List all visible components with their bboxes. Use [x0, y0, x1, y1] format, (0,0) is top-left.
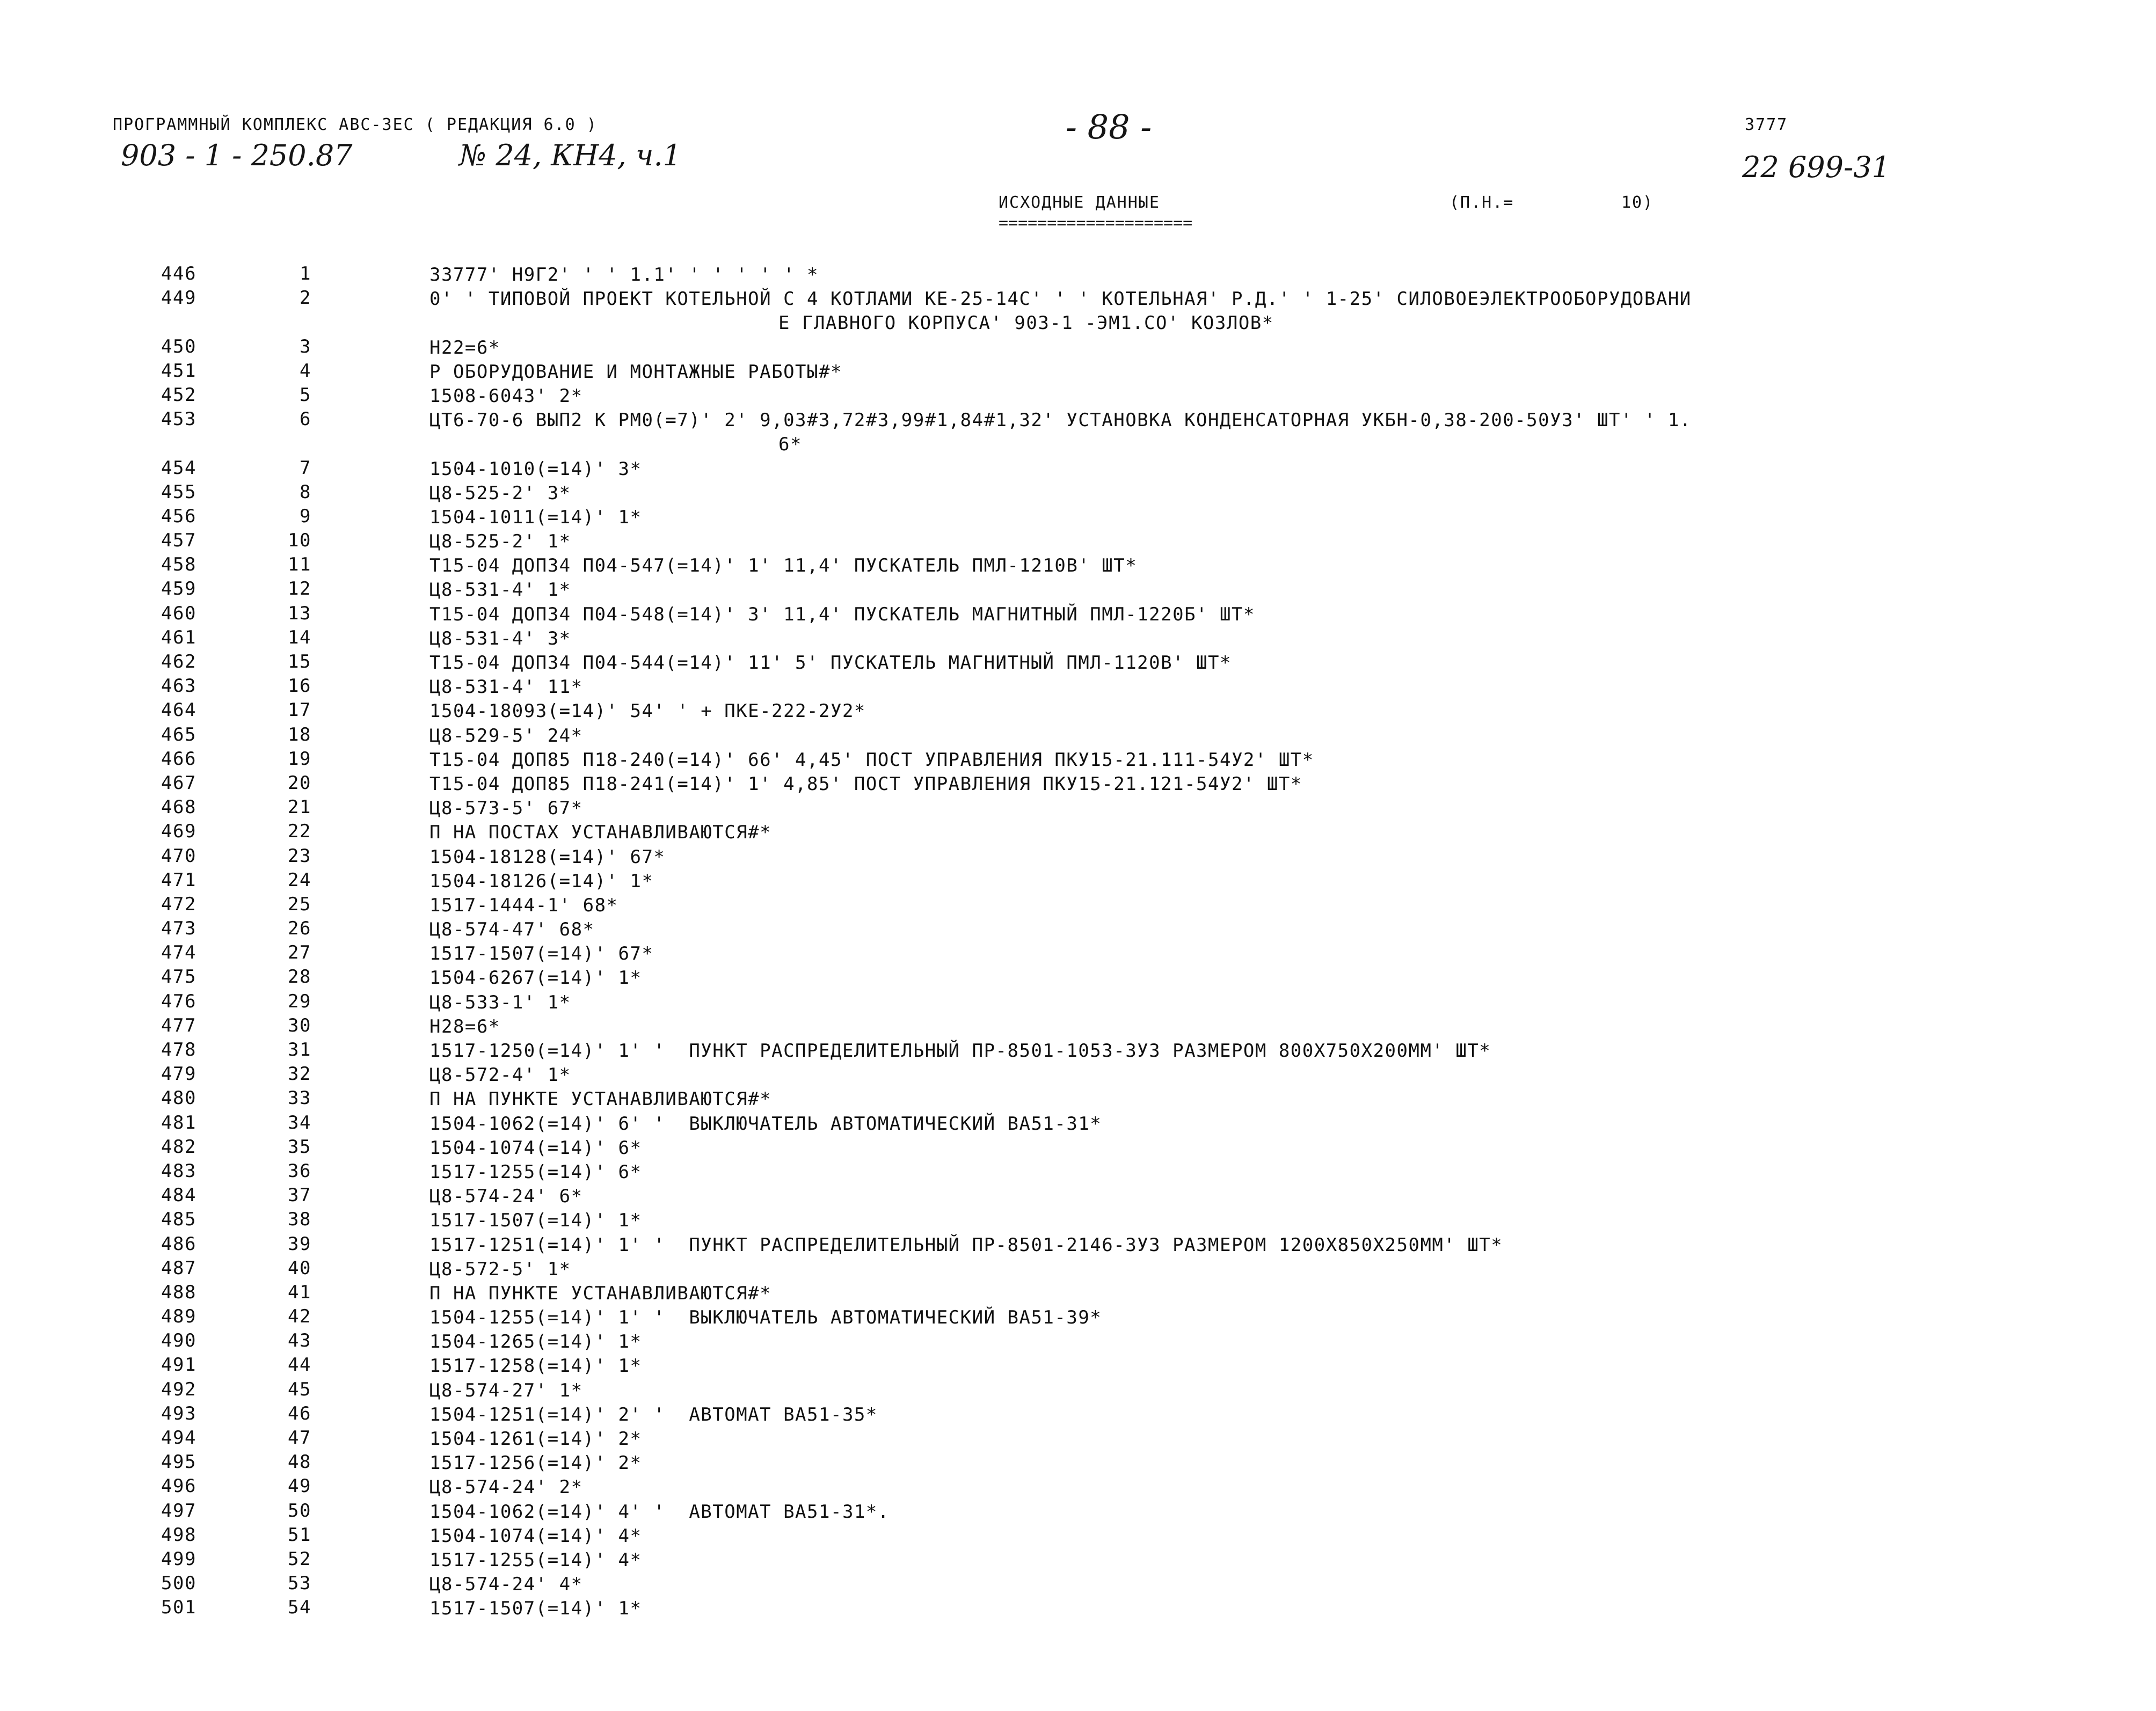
listing-row: [0, 869, 2156, 894]
record-text: [429, 1087, 771, 1112]
record-text: [429, 699, 866, 723]
sequence-number: 496: [161, 1475, 196, 1497]
sequence-number: 497: [161, 1500, 196, 1522]
sequence-number: 494: [161, 1427, 196, 1449]
record-text: [429, 1160, 642, 1184]
section-title: ИСХОДНЫЕ ДАННЫЕ: [999, 193, 1160, 212]
listing-row: [0, 918, 2156, 942]
sequence-number: 487: [161, 1257, 196, 1279]
sequence-number: 491: [161, 1354, 196, 1376]
sequence-number: 473: [161, 918, 196, 940]
line-number: 51: [288, 1524, 311, 1546]
sequence-number: 477: [161, 1014, 196, 1036]
record-text-main: Ц8-531-4' 11*: [429, 676, 583, 698]
line-number: 54: [288, 1597, 311, 1619]
record-text-main: 1504-18126(=14)' 1*: [429, 870, 654, 892]
record-text: [429, 1184, 583, 1209]
record-text-main: 0' ' ТИПОВОЙ ПРОЕКТ КОТЕЛЬНОЙ С 4 КОТЛАМИ КЕ-25-14С' ' ' КОТЕЛЬНАЯ' Р.Д.' ' 1-25' СИЛОВОЕЭЛЕКТРООБОРУДОВАНИ: [429, 288, 1692, 310]
listing-row: [0, 772, 2156, 796]
record-text: [429, 1403, 878, 1427]
sequence-number: 490: [161, 1330, 196, 1352]
listing-row: [0, 530, 2156, 554]
listing-row: [0, 578, 2156, 602]
listing-row: [0, 748, 2156, 772]
listing-row: [0, 1136, 2156, 1160]
line-number: 53: [288, 1573, 311, 1595]
record-text-main: Ц8-574-27' 1*: [429, 1379, 583, 1401]
listing-row: [0, 360, 2156, 384]
listing-row: [0, 1233, 2156, 1257]
record-text-main: Ц8-531-4' 3*: [429, 627, 571, 649]
listing-row: [0, 1330, 2156, 1354]
line-number: 11: [288, 554, 311, 576]
sequence-number: 450: [161, 335, 196, 357]
line-number: 44: [288, 1354, 311, 1376]
line-number: 12: [288, 578, 311, 600]
record-text: [429, 918, 595, 942]
record-text-main: 1504-6267(=14)' 1*: [429, 967, 642, 989]
sequence-number: 501: [161, 1597, 196, 1619]
record-text: [429, 1524, 642, 1548]
line-number: 36: [288, 1160, 311, 1182]
record-text-main: Т15-04 ДОП34 П04-547(=14)' 1' 11,4' ПУСКАТЕЛЬ ПМЛ-1210В' ШТ*: [429, 555, 1138, 577]
listing-row: [0, 457, 2156, 481]
record-text-main: 1504-1074(=14)' 6*: [429, 1137, 642, 1159]
record-text-main: 1517-1444-1' 68*: [429, 894, 618, 916]
listing-row: [0, 845, 2156, 869]
record-text-main: 1504-1062(=14)' 4' ' АВТОМАТ ВА51-31*.: [429, 1501, 890, 1523]
listing-row: [0, 603, 2156, 627]
sequence-number: 456: [161, 505, 196, 527]
sequence-number: 485: [161, 1209, 196, 1231]
record-text-main: Ц8-574-24' 2*: [429, 1476, 583, 1498]
line-number: 38: [288, 1209, 311, 1231]
line-number: 31: [288, 1039, 311, 1061]
record-text-main: Т15-04 ДОП34 П04-548(=14)' 3' 11,4' ПУСКАТЕЛЬ МАГНИТНЫЙ ПМЛ-1220Б' ШТ*: [429, 603, 1255, 625]
line-number: 18: [288, 723, 311, 745]
line-number: 8: [300, 481, 311, 503]
sequence-number: 451: [161, 360, 196, 382]
listing-row: [0, 1184, 2156, 1209]
record-text-main: 1504-1010(=14)' 3*: [429, 458, 642, 480]
record-text-main: Ц8-572-4' 1*: [429, 1064, 571, 1086]
line-number: 28: [288, 966, 311, 988]
record-text-continuation: Е ГЛАВНОГО КОРПУСА' 903-1 -ЭМ1.СО' КОЗЛОВ*: [778, 312, 1274, 334]
record-text: [429, 1597, 642, 1621]
line-number: 14: [288, 626, 311, 648]
listing-row: [0, 1209, 2156, 1233]
record-text: [429, 1233, 1503, 1257]
record-text: [429, 991, 571, 1015]
listing-row: [0, 1573, 2156, 1597]
record-text-main: 1517-1258(=14)' 1*: [429, 1355, 642, 1377]
line-number: 22: [288, 821, 311, 843]
listing-row: [0, 1015, 2156, 1039]
record-text-main: Ц8-533-1' 1*: [429, 991, 571, 1013]
sequence-number: 472: [161, 893, 196, 915]
record-text: [429, 675, 583, 699]
line-number: 2: [300, 287, 311, 309]
record-text: [429, 1573, 583, 1597]
record-text: [429, 1282, 771, 1306]
record-text: [429, 263, 819, 287]
record-text: [429, 651, 1232, 675]
listing-row: [0, 1500, 2156, 1524]
line-number: 1: [300, 263, 311, 284]
record-text: [429, 1136, 642, 1160]
line-number: 40: [288, 1257, 311, 1279]
section-underline: ====================: [999, 214, 1193, 232]
listing-row: [0, 1524, 2156, 1548]
line-number: 26: [288, 918, 311, 940]
line-number: 16: [288, 675, 311, 697]
line-number: 17: [288, 699, 311, 721]
listing-row: [0, 1282, 2156, 1306]
line-number: 5: [300, 384, 311, 406]
line-number: 50: [288, 1500, 311, 1522]
listing-row: [0, 287, 2156, 335]
listing-row: [0, 1306, 2156, 1330]
record-text-main: 1508-6043' 2*: [429, 385, 583, 407]
sequence-number: 460: [161, 602, 196, 624]
record-text: [429, 457, 642, 481]
record-text: [429, 724, 583, 748]
record-text: [429, 1451, 642, 1475]
line-number: 9: [300, 505, 311, 527]
line-number: 47: [288, 1427, 311, 1449]
record-text: [429, 772, 1302, 796]
record-text: [429, 287, 1692, 335]
line-number: 15: [288, 651, 311, 673]
line-number: 42: [288, 1306, 311, 1328]
listing-row: [0, 1451, 2156, 1475]
sequence-number: 478: [161, 1039, 196, 1061]
line-number: 39: [288, 1233, 311, 1255]
record-text: [429, 336, 500, 360]
line-number: 21: [288, 796, 311, 818]
listing-row: [0, 942, 2156, 966]
line-number: 45: [288, 1378, 311, 1400]
line-number: 46: [288, 1402, 311, 1424]
line-number: 33: [288, 1087, 311, 1109]
sequence-number: 488: [161, 1281, 196, 1303]
record-text-main: 1504-1261(=14)' 2*: [429, 1428, 642, 1450]
record-text-main: 1504-1251(=14)' 2' ' АВТОМАТ ВА51-35*: [429, 1403, 878, 1425]
record-text: [429, 1330, 642, 1354]
sequence-number: 489: [161, 1306, 196, 1328]
record-text: [429, 1257, 571, 1282]
listing-row: [0, 1257, 2156, 1282]
record-text-main: 1504-1265(=14)' 1*: [429, 1331, 642, 1353]
record-text-main: ЦТ6-70-6 ВЫП2 К РМ0(=7)' 2' 9,03#3,72#3,99#1,84#1,32' УСТАНОВКА КОНДЕНСАТОРНАЯ УКБН-0,38-200-50У3' ШТ' ' 1.: [429, 410, 1692, 432]
document-code: 903 - 1 - 250.87: [121, 138, 353, 172]
sequence-number: 498: [161, 1524, 196, 1546]
record-text-main: Ц8-531-4' 1*: [429, 579, 571, 601]
sequence-number: 446: [161, 263, 196, 284]
record-text: [429, 796, 583, 821]
listing-row: [0, 1475, 2156, 1500]
record-text: [429, 1548, 642, 1573]
record-text-main: Ц8-525-2' 3*: [429, 482, 571, 504]
listing-row: [0, 1597, 2156, 1621]
record-text-main: 1517-1507(=14)' 67*: [429, 943, 654, 965]
record-text: [429, 966, 642, 990]
record-text-main: 1504-18093(=14)' 54' ' + ПКЕ-222-2У2*: [429, 700, 866, 722]
sequence-number: 482: [161, 1136, 196, 1158]
line-number: 20: [288, 772, 311, 794]
record-text: [429, 1379, 583, 1403]
program-header: ПРОГРАММНЫЙ КОМПЛЕКС АВС-ЗЕС ( РЕДАКЦИЯ 6.0 ): [113, 115, 598, 134]
line-number: 48: [288, 1451, 311, 1473]
record-text-main: Ц8-573-5' 67*: [429, 798, 583, 820]
line-number: 23: [288, 845, 311, 867]
record-text: [429, 603, 1255, 627]
listing-row: [0, 336, 2156, 360]
line-number: 7: [300, 457, 311, 479]
listing-row: [0, 651, 2156, 675]
page-number: - 88 -: [1066, 107, 1152, 147]
record-text: [429, 578, 571, 602]
listing-row: [0, 263, 2156, 287]
listing-row: [0, 1160, 2156, 1184]
record-text-main: Р ОБОРУДОВАНИЕ И МОНТАЖНЫЕ РАБОТЫ#*: [429, 361, 842, 383]
sequence-number: 458: [161, 554, 196, 576]
listing-row: [0, 699, 2156, 723]
sequence-number: 481: [161, 1112, 196, 1134]
record-text-main: 1517-1255(=14)' 4*: [429, 1549, 642, 1571]
record-text-main: 1517-1507(=14)' 1*: [429, 1210, 642, 1232]
record-text: [429, 384, 583, 408]
sequence-number: 457: [161, 530, 196, 552]
record-text-main: Т15-04 ДОП34 П04-544(=14)' 11' 5' ПУСКАТЕЛЬ МАГНИТНЫЙ ПМЛ-1120В' ШТ*: [429, 652, 1232, 674]
sequence-number: 467: [161, 772, 196, 794]
sequence-number: 484: [161, 1184, 196, 1207]
listing-row: [0, 481, 2156, 506]
sequence-number: 483: [161, 1160, 196, 1182]
listing-row: [0, 554, 2156, 578]
record-text-main: Н28=6*: [429, 1015, 500, 1037]
sequence-number: 462: [161, 651, 196, 673]
line-number: 32: [288, 1063, 311, 1085]
sequence-number: 499: [161, 1548, 196, 1570]
sequence-number: 459: [161, 578, 196, 600]
sequence-number: 454: [161, 457, 196, 479]
listing-row: [0, 506, 2156, 530]
record-text-main: Ц8-574-24' 4*: [429, 1574, 583, 1596]
listing-row: [0, 821, 2156, 845]
record-text: [429, 821, 771, 845]
record-text: [429, 1475, 583, 1500]
line-number: 24: [288, 869, 311, 891]
album-reference: № 24, КН4, ч.1: [459, 138, 681, 172]
record-text-main: 1517-1507(=14)' 1*: [429, 1598, 642, 1620]
record-text: [429, 1354, 642, 1378]
record-text: [429, 481, 571, 506]
sequence-number: 475: [161, 966, 196, 988]
line-number: 10: [288, 530, 311, 552]
listing-row: [0, 724, 2156, 748]
line-number: 34: [288, 1112, 311, 1134]
listing-row: [0, 1039, 2156, 1063]
sequence-number: 461: [161, 626, 196, 648]
record-text: [429, 1039, 1491, 1063]
line-number: 30: [288, 1014, 311, 1036]
line-number: 19: [288, 748, 311, 770]
record-text-main: 1517-1255(=14)' 6*: [429, 1161, 642, 1183]
listing-row: [0, 408, 2156, 457]
record-text: [429, 1112, 1102, 1136]
record-text: [429, 360, 842, 384]
parameter-value: 10): [1621, 193, 1654, 212]
listing-row: [0, 627, 2156, 651]
sequence-number: 463: [161, 675, 196, 697]
sequence-number: 480: [161, 1087, 196, 1109]
line-number: 6: [300, 408, 311, 430]
record-text: [429, 1500, 890, 1524]
line-number: 41: [288, 1281, 311, 1303]
record-text-main: 33777' Н9Г2' ' ' 1.1' ' ' ' ' ' *: [429, 264, 819, 286]
listing-row: [0, 966, 2156, 990]
record-text: [429, 408, 1692, 457]
sequence-number: 453: [161, 408, 196, 430]
inventory-number: 22 699-31: [1742, 150, 1890, 184]
listing-row: [0, 1427, 2156, 1451]
line-number: 49: [288, 1475, 311, 1497]
listing-row: [0, 1548, 2156, 1573]
sequence-number: 474: [161, 942, 196, 964]
sequence-number: 449: [161, 287, 196, 309]
record-text-main: П НА ПОСТАХ УСТАНАВЛИВАЮТСЯ#*: [429, 822, 772, 844]
sequence-number: 470: [161, 845, 196, 867]
record-text: [429, 1306, 1102, 1330]
listing-row: [0, 796, 2156, 821]
record-text-main: 1504-1255(=14)' 1' ' ВЫКЛЮЧАТЕЛЬ АВТОМАТИЧЕСКИЙ ВА51-39*: [429, 1307, 1102, 1329]
sequence-number: 500: [161, 1573, 196, 1595]
record-text: [429, 554, 1137, 578]
record-text-continuation: 6*: [778, 434, 802, 456]
listing-row: [0, 1403, 2156, 1427]
listing-row: [0, 894, 2156, 918]
line-number: 3: [300, 335, 311, 357]
sequence-number: 476: [161, 990, 196, 1012]
record-text-main: 1504-1062(=14)' 6' ' ВЫКЛЮЧАТЕЛЬ АВТОМАТИЧЕСКИЙ ВА51-31*: [429, 1113, 1102, 1135]
line-number: 29: [288, 990, 311, 1012]
sequence-number: 464: [161, 699, 196, 721]
record-text-main: 1517-1251(=14)' 1' ' ПУНКТ РАСПРЕДЕЛИТЕЛЬНЫЙ ПР-8501-2146-3У3 РАЗМЕРОМ 1200Х850Х250ММ' ШТ*: [429, 1234, 1503, 1256]
listing-row: [0, 1087, 2156, 1112]
line-number: 37: [288, 1184, 311, 1207]
line-number: 35: [288, 1136, 311, 1158]
record-text-main: П НА ПУНКТЕ УСТАНАВЛИВАЮТСЯ#*: [429, 1088, 772, 1110]
record-text: [429, 506, 642, 530]
record-text: [429, 1209, 642, 1233]
record-text-main: Ц8-574-47' 68*: [429, 919, 595, 941]
record-text: [429, 869, 653, 894]
record-text-main: Ц8-574-24' 6*: [429, 1186, 583, 1208]
line-number: 13: [288, 602, 311, 624]
sequence-number: 486: [161, 1233, 196, 1255]
sequence-number: 452: [161, 384, 196, 406]
sequence-number: 466: [161, 748, 196, 770]
data-listing: [0, 263, 2156, 1621]
line-number: 43: [288, 1330, 311, 1352]
record-text: [429, 845, 665, 869]
sequence-number: 468: [161, 796, 196, 818]
record-text: [429, 748, 1314, 772]
record-text-main: Ц8-572-5' 1*: [429, 1258, 571, 1280]
record-text-main: Т15-04 ДОП85 П18-241(=14)' 1' 4,85' ПОСТ УПРАВЛЕНИЯ ПКУ15-21.121-54У2' ШТ*: [429, 773, 1302, 795]
sequence-number: 455: [161, 481, 196, 503]
record-text-main: П НА ПУНКТЕ УСТАНАВЛИВАЮТСЯ#*: [429, 1282, 772, 1304]
listing-row: [0, 991, 2156, 1015]
sequence-number: 465: [161, 723, 196, 745]
record-text: [429, 894, 618, 918]
sequence-number: 492: [161, 1378, 196, 1400]
listing-row: [0, 1379, 2156, 1403]
record-text: [429, 1015, 500, 1039]
line-number: 27: [288, 942, 311, 964]
sequence-number: 493: [161, 1402, 196, 1424]
record-text-main: 1517-1250(=14)' 1' ' ПУНКТ РАСПРЕДЕЛИТЕЛЬНЫЙ ПР-8501-1053-3У3 РАЗМЕРОМ 800Х750Х200ММ' ШТ*: [429, 1040, 1491, 1062]
record-text-main: Т15-04 ДОП85 П18-240(=14)' 66' 4,45' ПОСТ УПРАВЛЕНИЯ ПКУ15-21.111-54У2' ШТ*: [429, 749, 1314, 771]
record-text: [429, 627, 571, 651]
line-number: 52: [288, 1548, 311, 1570]
listing-row: [0, 1354, 2156, 1378]
listing-row: [0, 384, 2156, 408]
listing-row: [0, 1112, 2156, 1136]
listing-row: [0, 1063, 2156, 1087]
parameter-label: (П.Н.=: [1450, 193, 1514, 212]
sequence-number: 479: [161, 1063, 196, 1085]
record-text-main: Н22=6*: [429, 337, 500, 359]
record-text: [429, 530, 571, 554]
listing-row: [0, 675, 2156, 699]
sheet-number: 3777: [1745, 115, 1788, 134]
line-number: 25: [288, 893, 311, 915]
record-text-main: Ц8-529-5' 24*: [429, 725, 583, 747]
record-text: [429, 1063, 571, 1087]
sequence-number: 471: [161, 869, 196, 891]
record-text-main: 1504-1074(=14)' 4*: [429, 1525, 642, 1547]
record-text-main: 1504-1011(=14)' 1*: [429, 506, 642, 528]
record-text-main: 1517-1256(=14)' 2*: [429, 1452, 642, 1474]
record-text: [429, 1427, 642, 1451]
record-text-main: Ц8-525-2' 1*: [429, 531, 571, 553]
sequence-number: 495: [161, 1451, 196, 1473]
sequence-number: 469: [161, 821, 196, 843]
line-number: 4: [300, 360, 311, 382]
record-text-main: 1504-18128(=14)' 67*: [429, 846, 666, 868]
record-text: [429, 942, 653, 966]
